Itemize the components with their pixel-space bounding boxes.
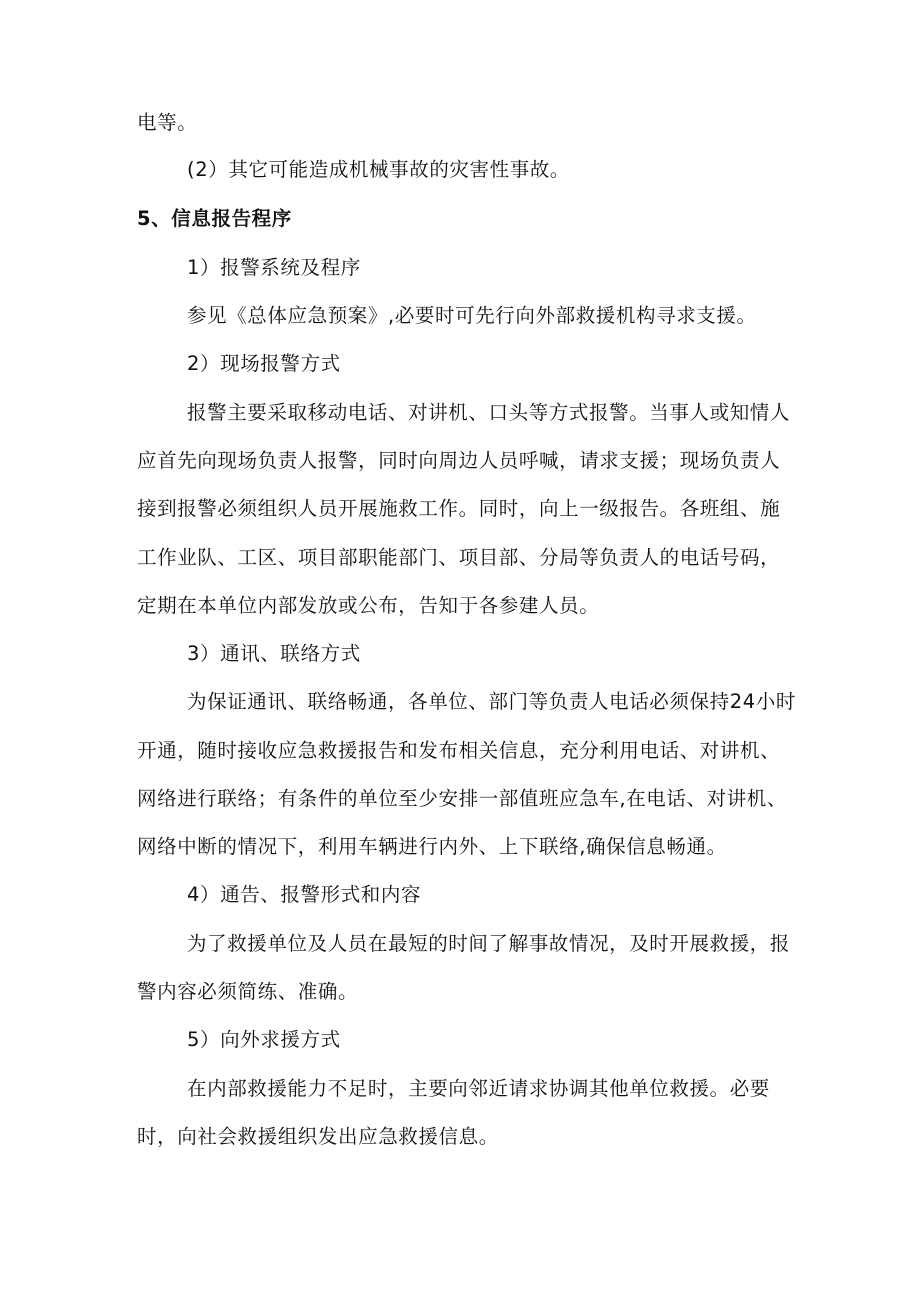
- subsection-heading: 4）通告、报警形式和内容: [187, 883, 422, 906]
- paragraph-line: 网络进行联络；有条件的单位至少安排一部值班应急车,在电话、对讲机、: [137, 787, 787, 810]
- paragraph-line: 警内容必须简练、准确。: [137, 980, 359, 1003]
- subsection-heading: 5）向外求援方式: [187, 1028, 341, 1051]
- paragraph-line: 参见《总体应急预案》,必要时可先行向外部救援机构寻求支援。: [187, 304, 757, 327]
- paragraph-line: 为保证通讯、联络畅通，各单位、部门等负责人电话必须保持24小时: [187, 690, 796, 713]
- paragraph-line: 定期在本单位内部发放或公布，告知于各参建人员。: [137, 594, 600, 617]
- paragraph-line: 时，向社会救援组织发出应急救援信息。: [137, 1125, 499, 1148]
- paragraph-line: 为了救援单位及人员在最短的时间了解事故情况，及时开展救援，报: [187, 932, 791, 955]
- paragraph-line: 接到报警必须组织人员开展施救工作。同时，向上一级报告。各班组、施: [137, 497, 781, 520]
- paragraph-line: 应首先向现场负责人报警，同时向周边人员呼喊，请求支援；现场负责人: [137, 449, 781, 472]
- text-line: 电等。: [137, 111, 198, 134]
- section-heading: 5、信息报告程序: [137, 207, 292, 230]
- paragraph-line: 在内部救援能力不足时，主要向邻近请求协调其他单位救援。必要: [187, 1077, 770, 1100]
- subsection-heading: 2）现场报警方式: [187, 352, 341, 375]
- paragraph-line: 报警主要采取移动电话、对讲机、口头等方式报警。当事人或知情人: [187, 401, 791, 424]
- subsection-heading: 1）报警系统及程序: [187, 256, 361, 279]
- paragraph-line: 网络中断的情况下，利用车辆进行内外、上下联络,确保信息畅通。: [137, 835, 727, 858]
- list-item: (2）其它可能造成机械事故的灾害性事故。: [187, 158, 571, 181]
- subsection-heading: 3）通讯、联络方式: [187, 642, 361, 665]
- paragraph-line: 工作业队、工区、项目部职能部门、项目部、分局等负责人的电话号码，: [137, 546, 781, 569]
- paragraph-line: 开通，随时接收应急救援报告和发布相关信息，充分利用电话、对讲机、: [137, 739, 781, 762]
